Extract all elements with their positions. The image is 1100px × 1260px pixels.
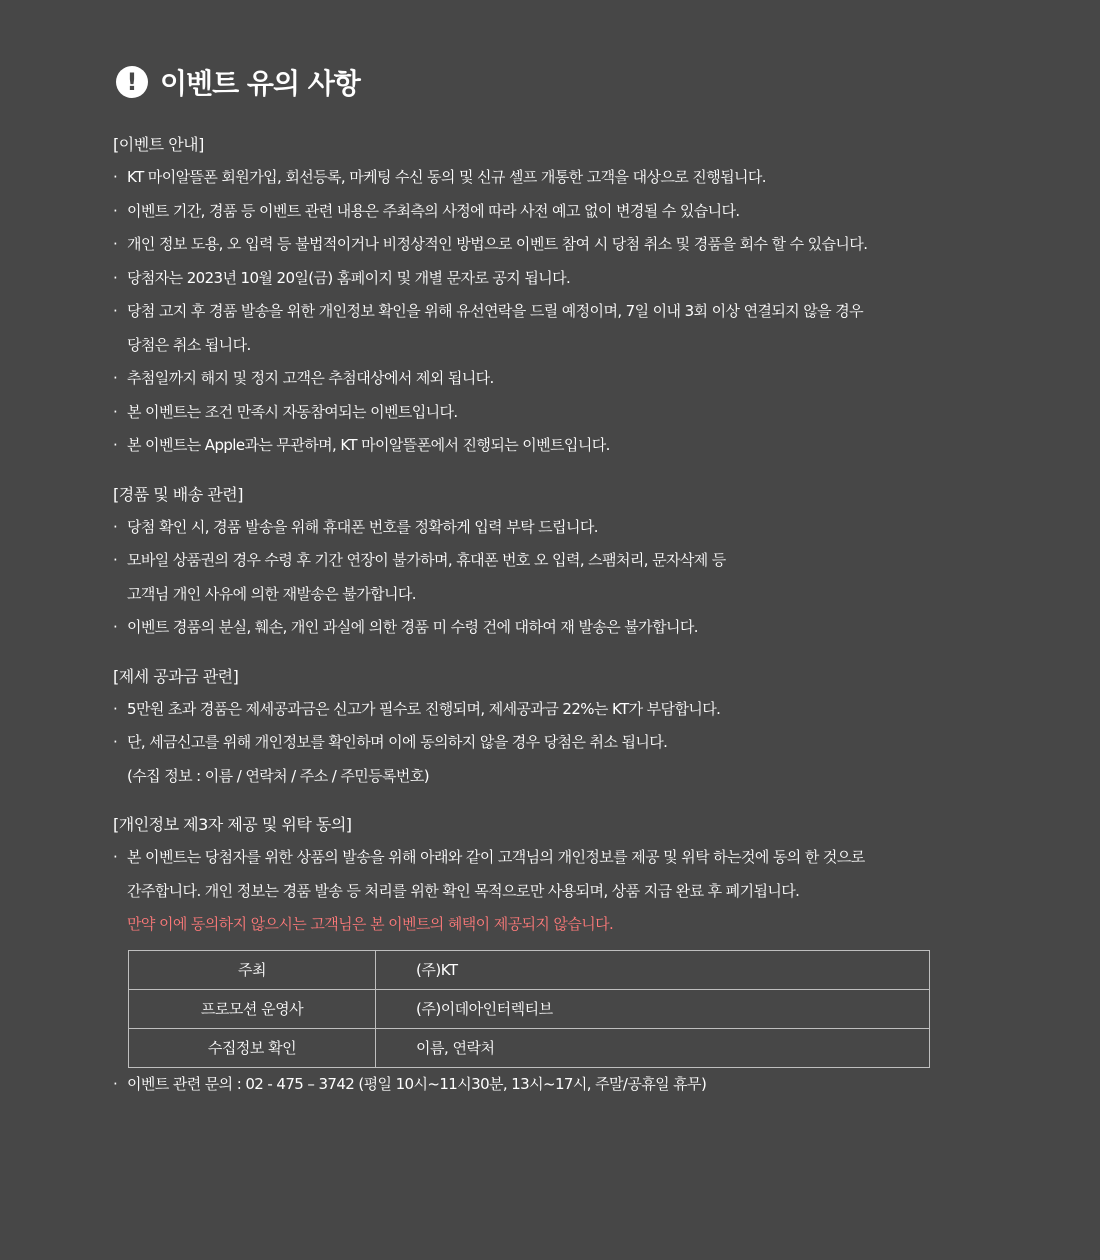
list-item: [113, 362, 983, 396]
table-row: [129, 1028, 930, 1067]
table-cell-label: 수집정보 확인: [129, 1028, 376, 1067]
section-third-party-consent: [113, 808, 983, 1101]
list-item: [113, 841, 983, 942]
bullet: ·: [113, 699, 118, 718]
list-item: [113, 544, 983, 611]
list-item-text: 이벤트 기간, 경품 등 이벤트 관련 내용은 주최측의 사정에 따라 사전 예고 없이 변경될 수 있습니다.: [127, 201, 740, 220]
consent-warning-text: 만약 이에 동의하지 않으시는 고객님은 본 이벤트의 혜택이 제공되지 않습니다.: [127, 915, 614, 933]
table-cell-value: 이름, 연락처: [376, 1028, 930, 1067]
bullet: ·: [113, 302, 118, 320]
list-item-text: 고객님 개인 사유에 의한 재발송은 불가합니다.: [127, 584, 416, 603]
list-item: [113, 161, 983, 195]
page-title: 이벤트 유의 사항: [160, 67, 360, 100]
section-prize-delivery: [113, 478, 983, 645]
notice-list: [113, 693, 983, 794]
list-item: [113, 195, 983, 229]
list-item-text: 모바일 상품권의 경우 수령 후 기간 연장이 불가하며, 휴대폰 번호 오 입력, 스팸처리, 문자삭제 등: [127, 551, 726, 569]
list-item-text: 이벤트 경품의 분실, 훼손, 개인 과실에 의한 경품 미 수령 건에 대하여 재 발송은 불가합니다.: [127, 618, 698, 636]
list-item-text: 본 이벤트는 당첨자를 위한 상품의 발송을 위해 아래와 같이 고객님의 개인정보를 제공 및 위탁 하는것에 동의 한 것으로: [127, 848, 865, 866]
section-heading: [제세 공과금 관련]: [113, 666, 239, 686]
bullet: ·: [113, 618, 118, 636]
exclamation-icon: !: [116, 66, 148, 98]
section-heading: [이벤트 안내]: [113, 135, 204, 154]
bullet: ·: [113, 733, 118, 751]
section-event-info: [113, 128, 983, 463]
bullet: ·: [113, 402, 118, 421]
list-item-text: 간주합니다. 개인 정보는 경품 발송 등 처리를 위한 확인 목적으로만 사용되며, 상품 지급 완료 후 폐기됩니다.: [127, 881, 800, 900]
bullet: ·: [113, 1074, 118, 1093]
table-cell-value: (주)KT: [376, 950, 930, 989]
bullet: ·: [113, 848, 118, 866]
list-item-text: (수집 정보 : 이름 / 연락처 / 주소 / 주민등록번호): [127, 766, 429, 785]
list-item: [113, 726, 983, 793]
list-item-text: 단, 세금신고를 위해 개인정보를 확인하며 이에 동의하지 않을 경우 당첨은 취소 됩니다.: [127, 733, 668, 751]
list-item-text: 당첨 확인 시, 경품 발송을 위해 휴대폰 번호를 정확하게 입력 부탁 드립니다.: [127, 517, 598, 536]
list-item-text: 개인 정보 도용, 오 입력 등 불법적이거나 비정상적인 방법으로 이벤트 참여 시 당첨 취소 및 경품을 회수 할 수 있습니다.: [127, 235, 868, 253]
list-item: [113, 429, 983, 463]
list-item: [113, 228, 983, 262]
consent-info-table: [128, 950, 930, 1068]
contact-info-text: 이벤트 관련 문의 : 02 - 475 – 3742 (평일 10시~11시30분, 13시~17시, 주말/공휴일 휴무): [127, 1074, 707, 1093]
section-tax: [113, 660, 983, 794]
list-item: [113, 396, 983, 430]
notice-title-row: [113, 62, 983, 102]
table-row: [129, 989, 930, 1028]
notice-page: [113, 62, 983, 1116]
bullet: ·: [113, 235, 118, 253]
list-item-text: 5만원 초과 경품은 제세공과금은 신고가 필수로 진행되며, 제세공과금 22%는 KT가 부담합니다.: [127, 699, 721, 718]
list-item-text: 본 이벤트는 Apple과는 무관하며, KT 마이알뜰폰에서 진행되는 이벤트입니다.: [127, 436, 610, 454]
list-item-text: 당첨은 취소 됩니다.: [127, 335, 251, 354]
bullet: ·: [113, 436, 118, 454]
bullet: ·: [113, 517, 118, 536]
list-item: [113, 511, 983, 545]
list-item: [113, 262, 983, 296]
list-item-text: KT 마이알뜰폰 회원가입, 회선등록, 마케팅 수신 동의 및 신규 셀프 개통한 고객을 대상으로 진행됩니다.: [127, 168, 766, 186]
list-item: [113, 295, 983, 362]
notice-list: [113, 511, 983, 645]
bullet: ·: [113, 168, 118, 186]
list-item: [113, 693, 983, 727]
list-item-text: 본 이벤트는 조건 만족시 자동참여되는 이벤트입니다.: [127, 402, 458, 421]
table-row: [129, 950, 930, 989]
notice-list: [113, 161, 983, 463]
table-cell-label: 프로모션 운영사: [129, 989, 376, 1028]
bullet: ·: [113, 201, 118, 220]
bullet: ·: [113, 268, 118, 287]
table-cell-label: 주최: [129, 950, 376, 989]
list-item: [113, 1068, 983, 1102]
list-item: [113, 611, 983, 645]
section-heading: [경품 및 배송 관련]: [113, 484, 243, 504]
contact-list: [113, 1068, 983, 1102]
table-cell-value: (주)이데아인터렉티브: [376, 989, 930, 1028]
notice-list: [113, 841, 983, 942]
list-item-text: 당첨자는 2023년 10월 20일(금) 홈페이지 및 개별 문자로 공지 됩니다.: [127, 268, 571, 287]
list-item-text: 당첨 고지 후 경품 발송을 위한 개인정보 확인을 위해 유선연락을 드릴 예정이며, 7일 이내 3회 이상 연결되지 않을 경우: [127, 302, 864, 320]
bullet: ·: [113, 551, 118, 569]
list-item-text: 추첨일까지 해지 및 정지 고객은 추첨대상에서 제외 됩니다.: [127, 369, 494, 387]
section-heading: [개인정보 제3자 제공 및 위탁 동의]: [113, 815, 352, 834]
bullet: ·: [113, 369, 118, 387]
